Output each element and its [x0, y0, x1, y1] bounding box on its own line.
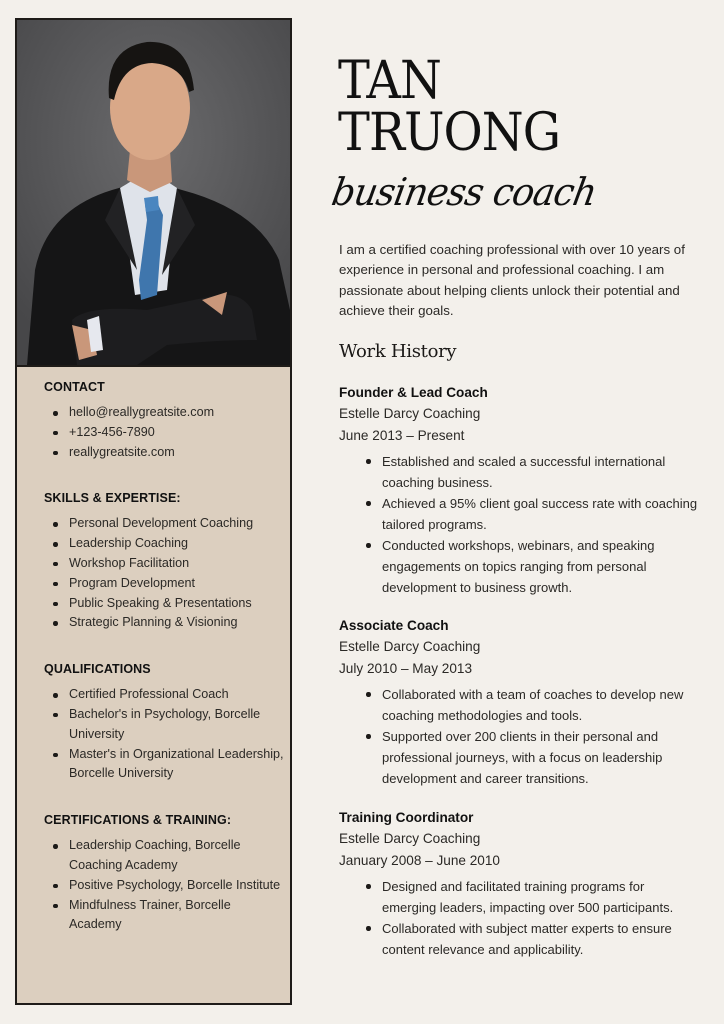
job-entry: [339, 615, 699, 789]
skill-item: Personal Development Coaching: [69, 514, 284, 534]
skills-heading: SKILLS & EXPERTISE:: [44, 491, 181, 506]
job-role: Training Coordinator: [339, 810, 474, 825]
certification-item: Leadership Coaching, Borcelle Coaching Academy: [69, 836, 284, 876]
job-entry: [339, 382, 699, 598]
bio-paragraph: I am a certified coaching professional with over 10 years of experience in personal and professional coaching. I am passionate about helping clients unlock their potential and achieve their goals.: [339, 242, 685, 318]
qualification-item: Master's in Organizational Leadership, Borcelle University: [69, 745, 284, 785]
job-company: Estelle Darcy Coaching: [339, 406, 481, 421]
name-line-first: TAN: [338, 51, 441, 111]
work-history-heading: Work History: [339, 341, 457, 362]
skill-item: Strategic Planning & Visioning: [69, 613, 284, 633]
job-bullet: Achieved a 95% client goal success rate with coaching tailored programs.: [382, 493, 699, 535]
profile-photo: [17, 20, 290, 367]
job-bullet: Collaborated with a team of coaches to develop new coaching methodologies and tools.: [382, 684, 699, 726]
job-company: Estelle Darcy Coaching: [339, 831, 481, 846]
contact-phone[interactable]: +123-456-7890: [69, 423, 284, 443]
job-bullet: Collaborated with subject matter experts to ensure content relevance and applicability.: [382, 918, 699, 960]
job-bullet: Established and scaled a successful international coaching business.: [382, 451, 699, 493]
certifications-heading: CERTIFICATIONS & TRAINING:: [44, 813, 232, 828]
qualifications-list: [44, 685, 284, 784]
skills-list: [44, 514, 284, 633]
job-dates: January 2008 – June 2010: [339, 852, 500, 868]
job-role: Founder & Lead Coach: [339, 385, 488, 400]
job-dates: July 2010 – May 2013: [339, 660, 473, 676]
contact-list: [44, 403, 284, 462]
job-dates: June 2013 – Present: [339, 427, 465, 443]
contact-heading: CONTACT: [44, 380, 105, 394]
person-name: [338, 51, 561, 163]
contact-website[interactable]: reallygreatsite.com: [69, 443, 284, 463]
job-title: business coach: [328, 170, 600, 214]
job-role: Associate Coach: [339, 618, 449, 633]
job-bullets: [339, 684, 699, 789]
job-company: Estelle Darcy Coaching: [339, 639, 481, 654]
job-entry: [339, 807, 699, 960]
portrait-illustration: [17, 20, 290, 365]
job-bullet: Designed and facilitated training programs for emerging leaders, impacting over 500 participants.: [382, 876, 699, 918]
job-bullets: [339, 876, 699, 960]
job-bullet: Conducted workshops, webinars, and speaking engagements on topics ranging from personal development to business growth.: [382, 535, 699, 598]
qualifications-heading: QUALIFICATIONS: [44, 662, 151, 677]
qualification-item: Certified Professional Coach: [69, 685, 284, 705]
job-bullet: Supported over 200 clients in their personal and professional journeys, with a focus on leadership development and career transitions.: [382, 726, 699, 789]
contact-email[interactable]: hello@reallygreatsite.com: [69, 403, 284, 423]
skill-item: Public Speaking & Presentations: [69, 594, 284, 614]
sidebar-panel: [15, 18, 292, 1005]
qualification-item: Bachelor's in Psychology, Borcelle University: [69, 705, 284, 745]
certifications-list: [44, 836, 284, 935]
skill-item: Workshop Facilitation: [69, 554, 284, 574]
sidebar-content: [44, 380, 284, 964]
certification-item: Positive Psychology, Borcelle Institute: [69, 876, 284, 896]
skill-item: Leadership Coaching: [69, 534, 284, 554]
name-line-last: TRUONG: [338, 103, 561, 163]
certification-item: Mindfulness Trainer, Borcelle Academy: [69, 896, 284, 936]
job-bullets: [339, 451, 699, 598]
skill-item: Program Development: [69, 574, 284, 594]
